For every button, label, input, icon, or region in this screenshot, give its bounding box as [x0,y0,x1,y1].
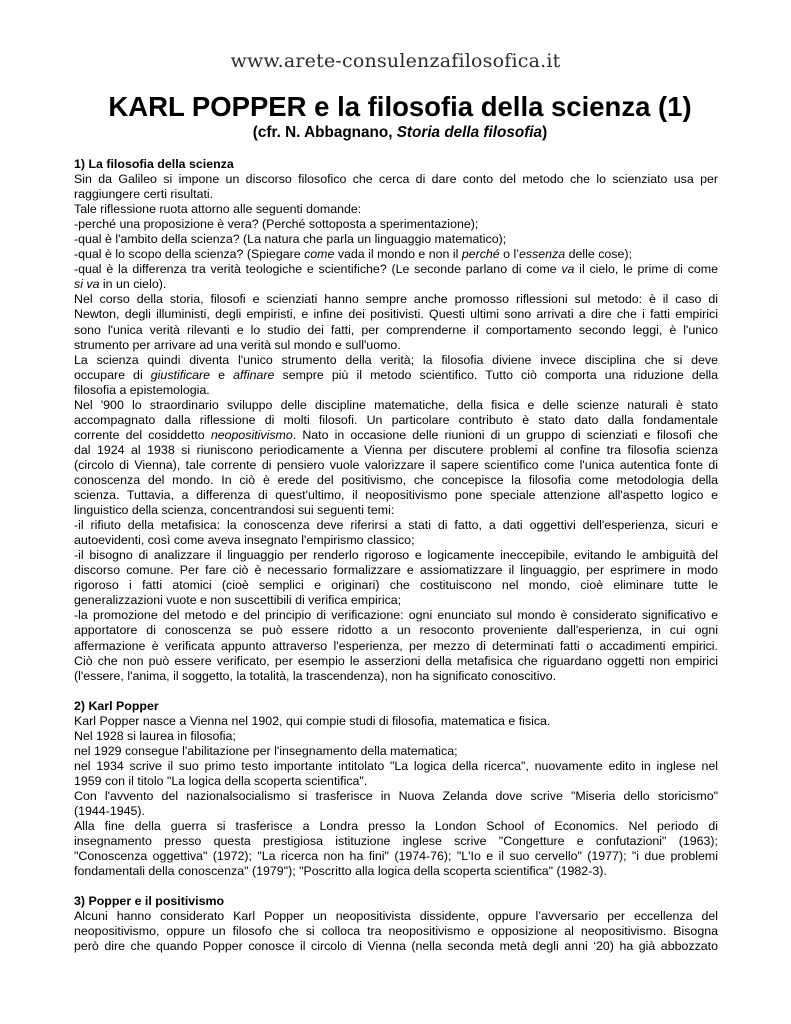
text-line: Newton, degli illuministi, degli empiristi, e infine dei positivisti. Questi ultimi sono arrivati a dire che i fatti empirici [74,307,718,322]
text-line [74,277,718,292]
text-line: linguistico della scienza, concentrandosi sui seguenti temi: [74,503,395,518]
text-line: Sin da Galileo si impone un discorso filosofico che cerca di dare conto del metodo che lo scienziato usa per [74,172,718,187]
text-run: -qual è lo scopo della scienza? (Spiegare [74,247,305,262]
text-run: delle cose); [565,247,632,262]
text-run: . Nato in occasione delle riunioni di un gruppo di scienziati e filosofi che [292,427,718,442]
text-run: sempre più il metodo scientifico. Tutto ciò comporta una riduzione della [274,367,718,382]
text-line: scienza. Tuttavia, a differenza di quest'ultimo, il neopositivismo pone speciale attenzione all'aspetto logico e [74,488,718,503]
text-line: dal 1924 al 1938 si riuniscono periodicamente a Vienna per discutere problemi al confine tra filosofia scienza [74,442,718,457]
text-run: o l’ [499,247,519,262]
text-line: generalizzazioni vuote e non suscettibili di verifica empirica; [74,593,402,608]
italic-run: essenza [519,247,566,262]
italic-run: perché [461,247,500,262]
text-line: Ciò che non può essere verificato, per esempio le asserzioni della metafisica che riguardano oggetti non empirici [74,653,718,668]
text-line: -qual è l'ambito della scienza? (La natura che parla un linguaggio matematico); [74,232,507,247]
section-heading: 1) La filosofia della scienza [74,157,234,171]
text-line: Alcuni hanno considerato Karl Popper un neopositivista dissidente, oppure l’avversario per eccellenza del [74,909,718,924]
document-body [74,157,718,954]
text-line: neopositivismo, oppure un filosofo che si colloca tra neopositivismo e opposizione al neopositivismo. Bisogna [74,924,718,939]
text-line: La scienza quindi diventa l'unico strumento della verità; la filosofia diviene invece disciplina che si deve [74,352,718,367]
text-run: occupare di [74,367,151,382]
text-run: e [210,367,234,382]
text-line: 1959 con il titolo "La logica della scoperta scientifica". [74,773,368,788]
subtitle-prefix: (cfr. N. Abbagnano, [252,124,397,141]
site-url-header: www.arete-consulenzafilosofica.it [230,50,561,72]
text-line: "Conoscenza oggettiva" (1972); "La ricerca non ha fini" (1974-76); "L'Io e il suo cervello" (1977); "i due problemi [74,849,718,864]
text-line: nel 1934 scrive il suo primo testo importante intitolato "La logica della ricerca", nuovamente edito in inglese nel [74,758,718,773]
text-line: strumento per arrivare ad una verità sul mondo e sull'uomo. [74,337,401,352]
text-line: Con l'avvento del nazionalsocialismo si trasferisce in Nuova Zelanda dove scrive "Miseria dello storicismo" [74,788,718,803]
text-run: in un cielo). [99,277,167,292]
document-title: KARL POPPER e la filosofia della scienza (1) [108,91,692,122]
italic-run: giustificare [150,367,211,382]
text-run: -qual è la differenza tra verità teologiche e scientifiche? (Le seconde parlano di come [74,262,562,277]
text-line: -il rifiuto della metafisica: la conoscenza deve riferirsi a stati di fatto, a dati oggettivi dell'esperienza, sicuri e [74,518,718,533]
text-line: accompagnato dalla riflessione di molti filosofi. Un particolare contributo è stato dato dalla fondamentale [74,412,718,427]
text-line [74,262,718,277]
text-line: filosofia a epistemologia. [74,382,210,397]
text-run: corrente del cosiddetto [74,427,211,442]
italic-run: si va [74,277,100,292]
text-line: discorso comune. Per fare ciò è necessario formalizzare e assiomatizzare il linguaggio, per esprimere in modo [74,563,718,578]
text-line: Karl Popper nasce a Vienna nel 1902, qui compie studi di filosofia, matematica e fisica. [74,713,551,728]
text-line: affermazione è verificata appunto attraverso l'esperienza, per mezzo di determinati fatti o accadimenti empirici. [74,638,718,653]
text-line: (1944-1945). [74,803,145,818]
text-run: il cielo, le prime di come [574,262,718,277]
text-line: sono l'unica verità rilevanti e lo studio dei fatti, per comprenderne il comportamento secondo leggi, è l'unico [74,322,718,337]
italic-run: come [304,247,335,262]
text-line: insegnamento presso questa prestigiosa istituzione inglese scrive "Congetture e confutazioni" (1963); [74,834,718,849]
text-line [74,428,718,443]
document-subtitle [60,124,740,142]
text-line: Nel '900 lo straordinario sviluppo delle discipline matematiche, della fisica e delle scienze naturali è stato [74,397,718,412]
text-line: rigoroso i fatti atomici (cioè semplici e originari) che costituiscono nel mondo, cioè eliminare tutte le [74,578,718,593]
italic-run: va [561,262,575,277]
paragraph-gap [74,879,718,894]
text-line: fondamentali della conoscenza" (1979"); "Poscritto alla logica della scoperta scientifica" (1982-3). [74,864,607,879]
text-line: apportatore di conoscenza se può essere ridotto a un resoconto proveniente dall'esperienza, in cui ogni [74,623,718,638]
text-line: Tale riflessione ruota attorno alle seguenti domande: [74,202,362,217]
text-run: vada il mondo e non il [334,247,462,262]
subtitle-suffix: ) [542,124,548,141]
text-line: però dire che quando Popper conosce il circolo di Vienna (nella seconda metà degli anni ‘20) ha già abbozzato [74,939,718,954]
text-line: conoscenza del mondo. In ciò è erede del positivismo, che concepisce la filosofia come metodologia della [74,472,718,487]
text-line: autoevidenti, così come aveva insegnato l'empirismo classico; [74,533,415,548]
text-line: Nel 1928 si laurea in filosofia; [74,728,236,743]
italic-run: affinare [233,367,275,382]
text-line [74,368,718,383]
text-line [74,247,718,262]
paragraph-gap [74,684,718,699]
text-line: -la promozione del metodo e del principio di verificazione: ogni enunciato sul mondo è considerato significativo e [74,608,718,623]
text-line: (l'essere, l'anima, il soggetto, la totalità, la trascendenza), non ha significato conoscitivo. [74,668,557,683]
text-line: (circolo di Vienna), tale corrente di pensiero vuole valorizzare il sapere scientifico come l'unica autentica fonte di [74,457,718,472]
text-line: Alla fine della guerra si trasferisce a Londra presso la London School of Economics. Nel periodo di [74,819,718,834]
italic-run: neopositivismo [210,427,293,442]
text-line: -perché una proposizione è vera? (Perché sottoposta a sperimentazione); [74,217,479,232]
section-heading: 3) Popper e il positivismo [74,894,225,909]
text-line: Nel corso della storia, filosofi e scienziati hanno sempre anche promosso riflessioni sul metodo: è il caso di [74,292,718,307]
text-line: -il bisogno di analizzare il linguaggio per renderlo rigoroso e logicamente ineccepibile, evitando le ambiguità del [74,548,718,563]
subtitle-book-title: Storia della filosofia [396,124,543,141]
text-line: nel 1929 consegue l'abilitazione per l'insegnamento della matematica; [74,743,458,758]
section-heading: 2) Karl Popper [74,698,159,713]
text-line: raggiungere certi risultati. [74,187,214,202]
